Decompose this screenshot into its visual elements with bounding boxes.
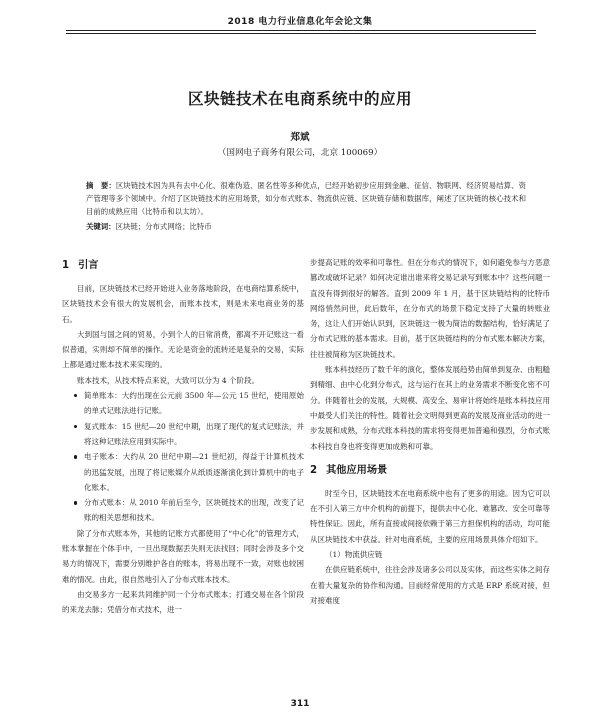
affiliation: （国网电子商务有限公司，北京 100069） <box>217 148 383 158</box>
list-item: 简单账本：大约出现在公元前 3500 年—公元 15 世纪，使用原始的单式记账法进行记账。 <box>74 388 304 419</box>
paragraph: 除了分布式账本外，其他的记账方式都使用了“中心化”的管理方式，账本掌握在个体手中，一旦出现数据丢失则无法找回；同时会涉及多个交易方的情况下，需要分别维护各自的账本，将易出现不一致，对账也较困难的情况。由此，很自然地引入了分布式账本技术。 <box>62 528 304 584</box>
paragraph: 账本技术，从技术特点来说，大致可以分为 4 个阶段。 <box>77 375 260 385</box>
running-header: 2018 电力行业信息化年会论文集 <box>227 17 373 27</box>
paragraph: 在供应链系统中，往往会涉及诸多公司以及实体，而这些实体之间存在着大量复杂的协作和沟通。目前经常使用的方式是 ERP 系统对接，但对接难度 <box>310 565 550 605</box>
list-item: 分布式账本：从 2010 年前后至今，区块链技术的出现，改变了记账的相关思想和技术。 <box>74 495 304 526</box>
section-1-number: 1 <box>62 260 70 271</box>
header-rule <box>66 30 536 31</box>
paragraph: 时至今日，区块链技术在电商系统中也有了更多的用途。因为它可以在不引入第三方中介机构的前提下，提供去中心化、难篡改、安全可靠等特性保证。因此，所有直接或间接依赖于第三方担保机构的活动，均可能从区块链技术中获益。针对电商系统，主要的应用场景具体介绍如下。 <box>310 488 550 544</box>
abstract-text: 区块链技术因为具有去中心化、很难伪造、匿名性等多种优点，已经开始初步应用到金融、征信、物联网、经济贸易结算、资产管理等多个领域中。介绍了区块链技术的应用场景，如分布式账本、物流供应链、区块链存储和数据库，阐述了区块链的核心技术和目前的成熟应用（比特币和以太坊）。 <box>86 181 526 216</box>
paper-title: 区块链技术在电商系统中的应用 <box>187 90 412 108</box>
right-column <box>310 255 550 608</box>
abstract-label: 摘 要： <box>86 181 116 190</box>
list-item: 复式账本：15 世纪—20 世纪中期，出现了现代的复式记账法，并将这种记账法应用到实际中。 <box>74 419 304 450</box>
paragraph: 账本科技经历了数千年的演化，整体发展趋势由简单到复杂、由粗糙到精细、由中心化到分布式，这与运行在其上的业务需求不断变化密不可分。伴随着社会的发展，大规模、高安全、易审计将始终是账本科技应用中最受人们关注的特性。随着社会文明得到更高的发展及商业活动的进一步发展和成熟，分布式账本科技的需求将变得更加普遍和强烈，分布式账本科技自身也将变得更加成熟和可靠。 <box>310 365 550 451</box>
section-1-title: 引言 <box>78 260 99 271</box>
abstract <box>86 179 526 218</box>
keywords <box>86 220 526 233</box>
ledger-stage-list <box>62 388 304 526</box>
subsection-heading: （1）物流供应链 <box>325 550 383 560</box>
section-2-heading <box>310 463 550 478</box>
author: 郑斌 <box>290 132 310 143</box>
section-1-heading <box>62 258 304 273</box>
paragraph-continued: 步提高记账的效率和可靠性。但在分布式的情况下，如何避免参与方恶意篡改或破坏记录？如何决定谁出谁来将交易记录写到账本中？这些问题一直没有得到很好的解答。直到 2009 年 1 月，基于区块链结构的比特币网络悄然问世，此后数年，在分布式的场景下稳定支持了大量的转账业务，这让人们开始认识到，区块链这一极为简洁的数据结构，恰好满足了分布式记账的基本需求。目前，基于区块链结构的分布式账本解决方案，往往被简称为区块链技术。 <box>310 258 550 359</box>
page-number: 311 <box>290 699 310 709</box>
keywords-text: 区块链；分布式网络；比特币 <box>115 222 212 231</box>
section-2-title: 其他应用场景 <box>326 464 388 476</box>
paragraph: 大到国与国之间的贸易，小到个人的日常消费，都离不开记账这一看似普通，实则却不简单的操作。无论是资金的流转还是复杂的交易，实际上都是通过账本技术来实现的。 <box>62 329 304 370</box>
paragraph: 目前，区块链技术已经开始进入业务落地阶段，在电商结算系统中，区块链技术会有很大的发展机会，而账本技术，则是未来电商业务的基石。 <box>62 284 304 324</box>
paragraph: 由交易多方一起来共同维护同一个分布式账本；打通交易在各个阶段的来龙去脉；凭借分布式技术，进一 <box>62 589 304 615</box>
left-column <box>62 258 304 618</box>
header-rule-thin <box>66 33 536 34</box>
section-2-number: 2 <box>310 464 318 476</box>
list-item: 电子账本：大约从 20 世纪中期—21 世纪初，得益于计算机技术的迅猛发展，出现了将记账媒介从纸质逐渐演化到计算机中的电子化账本。 <box>74 449 304 495</box>
keywords-label: 关键词： <box>86 222 116 231</box>
